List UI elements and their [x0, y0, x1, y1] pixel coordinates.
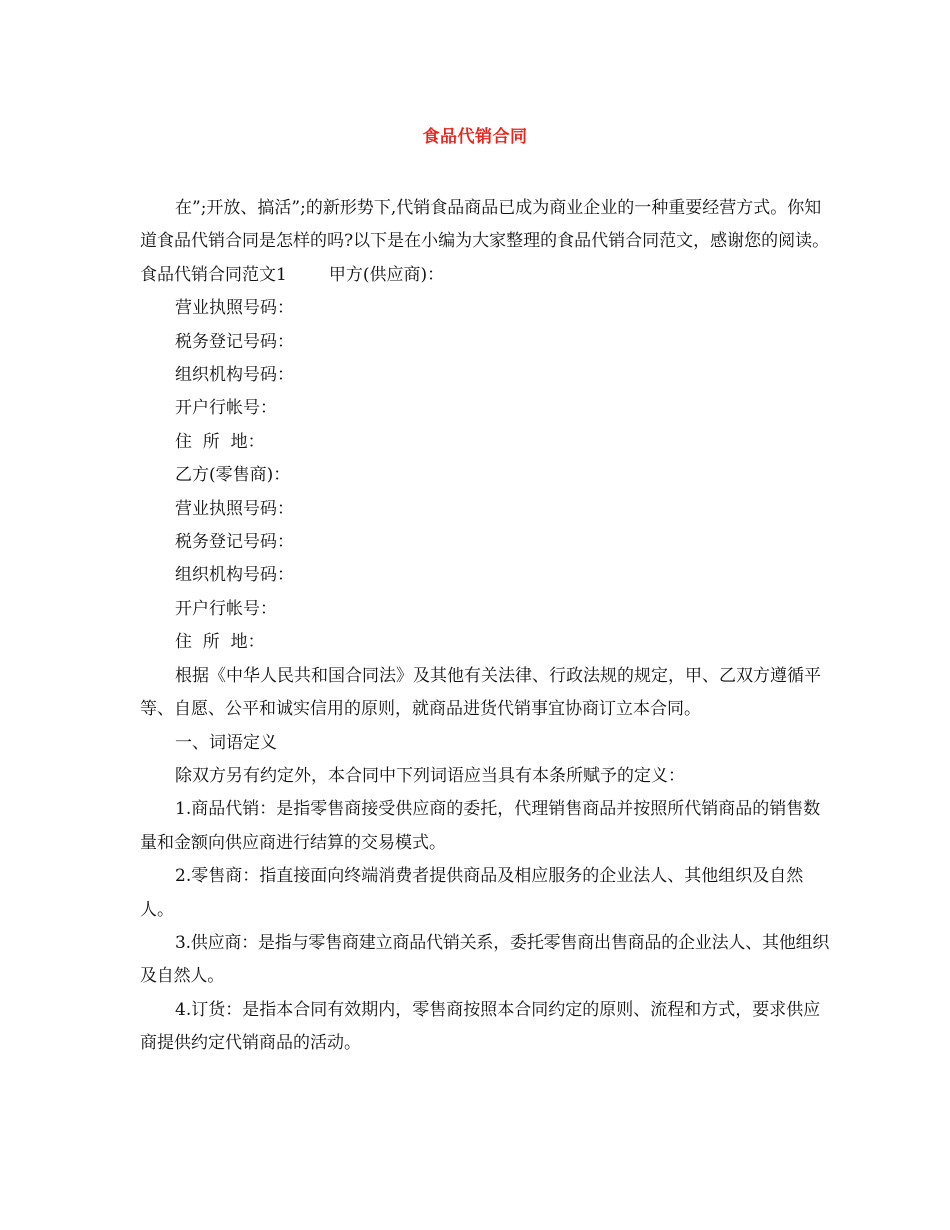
document-title: 食品代销合同: [422, 127, 528, 147]
definition-item: 2.零售商：指直接面向终端消费者提供商品及相应服务的企业法人、其他组织及自然人。: [140, 866, 804, 920]
definition-item: 3.供应商：是指与零售商建立商品代销关系，委托零售商出售商品的企业法人、其他组织及自然人。: [140, 932, 830, 987]
party-a-bank-field: 开户行帐号：: [175, 398, 277, 419]
party-a-heading: 甲方(供应商)：: [328, 264, 445, 285]
party-a-license-field: 营业执照号码：: [175, 298, 294, 319]
document-body: [140, 192, 830, 1061]
definition-item: 1.商品代销：是指零售商接受供应商的委托，代理销售商品并按照所代销商品的销售数量和金额向供应商进行结算的交易模式。: [140, 799, 821, 853]
party-a-tax-field: 税务登记号码：: [175, 331, 294, 352]
party-a-org-field: 组织机构号码：: [175, 365, 294, 386]
party-b-tax-field: 税务登记号码：: [175, 532, 294, 553]
party-b-bank-field: 开户行帐号：: [175, 598, 277, 619]
party-a-address-field: 住 所 地：: [175, 431, 265, 452]
heading-gap: [287, 259, 329, 292]
section-1-heading: 一、词语定义: [175, 732, 277, 753]
party-b-address-field: 住 所 地：: [175, 632, 265, 653]
party-b-heading: 乙方(零售商)：: [175, 465, 291, 486]
sample-heading: 食品代销合同范文1: [140, 264, 287, 285]
definition-item: 4.订货：是指本合同有效期内，零售商按照本合同约定的原则、流程和方式，要求供应商提供约定代销商品的活动。: [140, 999, 821, 1054]
intro-paragraph: 在”;开放、搞活”;的新形势下,代销食品商品已成为商业企业的一种重要经营方式。你知道食品代销合同是怎样的吗?以下是在小编为大家整理的食品代销合同范文，感谢您的阅读。: [140, 198, 830, 252]
party-b-license-field: 营业执照号码：: [175, 498, 294, 519]
party-b-org-field: 组织机构号码：: [175, 565, 294, 586]
sample-heading-row: [140, 259, 830, 292]
preamble-paragraph: 根据《中华人民共和国合同法》及其他有关法律、行政法规的规定，甲、乙双方遵循平等、自愿、公平和诚实信用的原则，就商品进货代销事宜协商订立本合同。: [140, 665, 821, 720]
section-1-intro: 除双方另有约定外，本合同中下列词语应当具有本条所赋予的定义：: [175, 765, 685, 786]
